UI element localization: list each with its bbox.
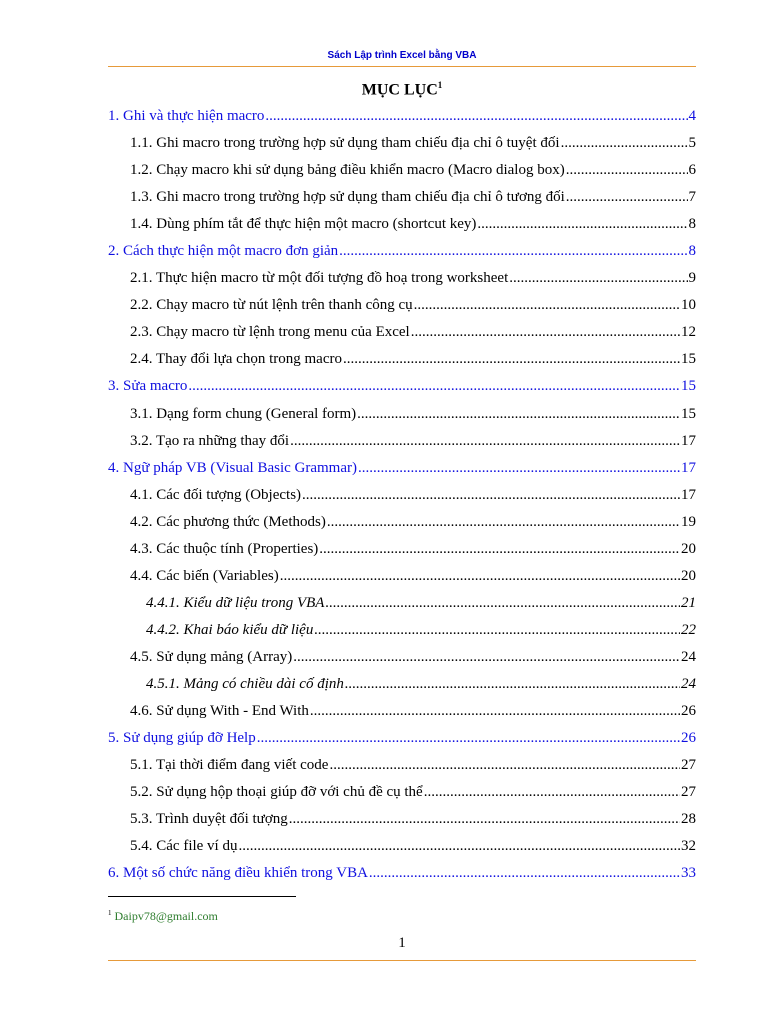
toc-list <box>108 103 696 887</box>
toc-entry-page: 27 <box>681 757 696 774</box>
footnote-rule <box>108 896 296 897</box>
toc-dot-leader <box>509 265 687 292</box>
toc-entry[interactable] <box>108 211 696 238</box>
toc-dot-leader <box>561 130 688 157</box>
footnote-mark: 1 <box>108 909 112 917</box>
toc-entry-page: 17 <box>681 486 696 503</box>
toc-entry[interactable] <box>108 428 696 455</box>
toc-dot-leader <box>566 157 688 184</box>
toc-dot-leader <box>477 211 687 238</box>
toc-dot-leader <box>424 779 680 806</box>
toc-dot-leader <box>280 563 680 590</box>
toc-entry-label: 5.4. Các file ví dụ <box>130 838 238 855</box>
footnote-email-link[interactable]: Daipv78@gmail.com <box>114 909 218 923</box>
toc-entry[interactable] <box>108 860 696 887</box>
toc-dot-leader <box>289 806 680 833</box>
toc-entry-page: 17 <box>681 432 696 449</box>
toc-entry-page: 4 <box>688 108 696 124</box>
toc-entry-label: 3.2. Tạo ra những thay đổi <box>130 432 290 449</box>
toc-dot-leader <box>329 752 680 779</box>
toc-entry-page: 8 <box>688 243 696 260</box>
toc-entry-label: 5. Sử dụng giúp đỡ Help <box>108 730 256 747</box>
toc-entry[interactable] <box>108 346 696 373</box>
toc-entry[interactable] <box>108 238 696 265</box>
toc-entry-label: 2. Cách thực hiện một macro đơn giản <box>108 243 339 260</box>
toc-entry[interactable] <box>108 509 696 536</box>
toc-entry-label: 1.1. Ghi macro trong trường hợp sử dụng tham chiếu địa chỉ ô tuyệt đối <box>130 135 560 152</box>
toc-entry[interactable] <box>108 806 696 833</box>
toc-entry-page: 15 <box>681 405 696 422</box>
toc-entry-label: 1.2. Chạy macro khi sử dụng bảng điều khiển macro (Macro dialog box) <box>130 162 565 179</box>
toc-entry-label: 4.5.1. Mảng có chiều dài cố định <box>146 675 344 692</box>
toc-entry[interactable] <box>108 671 696 698</box>
toc-dot-leader <box>566 184 688 211</box>
toc-entry-page: 21 <box>681 594 696 611</box>
toc-entry[interactable] <box>108 698 696 725</box>
toc-entry-label: 2.3. Chạy macro từ lệnh trong menu của Excel <box>130 324 410 341</box>
toc-entry-page: 8 <box>688 216 696 233</box>
toc-entry[interactable] <box>108 103 696 130</box>
toc-entry-page: 15 <box>681 378 696 395</box>
toc-entry-page: 15 <box>681 351 696 368</box>
toc-entry-label: 1.3. Ghi macro trong trường hợp sử dụng tham chiếu địa chỉ ô tương đối <box>130 189 565 206</box>
toc-entry-page: 26 <box>681 730 696 747</box>
toc-entry-label: 4.5. Sử dụng mảng (Array) <box>130 648 293 665</box>
toc-entry[interactable] <box>108 617 696 644</box>
toc-dot-leader <box>257 725 680 752</box>
toc-dot-leader <box>302 482 680 509</box>
toc-entry-label: 2.2. Chạy macro từ nút lệnh trên thanh công cụ <box>130 297 413 314</box>
toc-entry-label: 5.2. Sử dụng hộp thoại giúp đỡ với chủ đề cụ thể <box>130 784 423 801</box>
toc-entry-page: 6 <box>688 162 696 179</box>
page-number: 1 <box>398 935 406 951</box>
toc-dot-leader <box>314 617 680 644</box>
toc-entry-page: 10 <box>681 297 696 314</box>
toc-entry-label: 4. Ngữ pháp VB (Visual Basic Grammar) <box>108 459 357 476</box>
toc-entry-label: 4.3. Các thuộc tính (Properties) <box>130 540 319 557</box>
toc-title <box>108 80 696 99</box>
toc-entry-page: 9 <box>688 270 696 287</box>
toc-entry-page: 17 <box>681 459 696 476</box>
toc-entry-page: 22 <box>681 621 696 638</box>
toc-entry-label: 4.2. Các phương thức (Methods) <box>130 513 326 530</box>
toc-entry[interactable] <box>108 536 696 563</box>
toc-dot-leader <box>319 536 680 563</box>
toc-entry[interactable] <box>108 833 696 860</box>
toc-entry[interactable] <box>108 184 696 211</box>
toc-entry-label: 4.4.2. Khai báo kiểu dữ liệu <box>146 621 314 638</box>
toc-entry-page: 32 <box>681 838 696 855</box>
toc-entry[interactable] <box>108 590 696 617</box>
toc-entry[interactable] <box>108 401 696 428</box>
toc-entry-page: 27 <box>681 784 696 801</box>
toc-entry-label: 2.1. Thực hiện macro từ một đối tượng đồ hoạ trong worksheet <box>130 270 509 287</box>
toc-entry[interactable] <box>108 482 696 509</box>
toc-entry[interactable] <box>108 779 696 806</box>
header-rule <box>108 66 696 67</box>
toc-dot-leader <box>358 455 680 482</box>
toc-entry-label: 4.4. Các biến (Variables) <box>130 567 279 584</box>
toc-dot-leader <box>343 346 680 373</box>
toc-dot-leader <box>414 292 680 319</box>
toc-dot-leader <box>293 644 680 671</box>
footer-rule <box>108 960 696 961</box>
toc-entry[interactable] <box>108 373 696 400</box>
toc-dot-leader <box>325 590 680 617</box>
toc-dot-leader <box>265 103 687 130</box>
toc-dot-leader <box>357 401 680 428</box>
toc-entry[interactable] <box>108 265 696 292</box>
toc-entry[interactable] <box>108 130 696 157</box>
toc-entry[interactable] <box>108 157 696 184</box>
toc-entry-label: 3. Sửa macro <box>108 378 188 395</box>
toc-entry-label: 1.4. Dùng phím tắt để thực hiện một macro (shortcut key) <box>130 216 477 233</box>
toc-dot-leader <box>238 833 680 860</box>
toc-dot-leader <box>290 428 680 455</box>
toc-entry-page: 24 <box>681 675 696 692</box>
toc-entry-page: 12 <box>681 324 696 341</box>
toc-dot-leader <box>327 509 680 536</box>
footnote <box>108 909 218 924</box>
toc-entry-label: 2.4. Thay đổi lựa chọn trong macro <box>130 351 342 368</box>
toc-entry-label: 4.1. Các đối tượng (Objects) <box>130 486 302 503</box>
toc-entry-page: 24 <box>681 648 696 665</box>
toc-dot-leader <box>188 373 680 400</box>
toc-entry[interactable] <box>108 455 696 482</box>
running-header: Sách Lập trình Excel bằng VBA <box>327 50 477 61</box>
toc-entry-page: 19 <box>681 513 696 530</box>
toc-entry-label: 6. Một số chức năng điều khiển trong VBA <box>108 865 368 882</box>
toc-entry[interactable] <box>108 563 696 590</box>
toc-entry-page: 33 <box>681 865 696 882</box>
toc-entry-page: 26 <box>681 703 696 720</box>
toc-entry-label: 3.1. Dạng form chung (General form) <box>130 405 357 422</box>
toc-entry-label: 5.1. Tại thời điểm đang viết code <box>130 757 329 774</box>
toc-entry-label: 4.6. Sử dụng With - End With <box>130 703 309 720</box>
toc-entry-page: 7 <box>688 189 696 206</box>
toc-entry-page: 20 <box>681 567 696 584</box>
toc-entry[interactable] <box>108 319 696 346</box>
toc-entry-page: 5 <box>688 135 696 152</box>
toc-entry-page: 20 <box>681 540 696 557</box>
toc-dot-leader <box>411 319 680 346</box>
toc-title-text: MỤC LỤC <box>361 81 438 99</box>
toc-entry-page: 28 <box>681 811 696 828</box>
toc-entry[interactable] <box>108 292 696 319</box>
toc-dot-leader <box>339 238 687 265</box>
toc-dot-leader <box>345 671 680 698</box>
toc-entry[interactable] <box>108 644 696 671</box>
toc-entry-label: 4.4.1. Kiểu dữ liệu trong VBA <box>146 594 325 611</box>
toc-title-footnote-mark: 1 <box>437 80 443 90</box>
toc-entry[interactable] <box>108 752 696 779</box>
toc-dot-leader <box>310 698 680 725</box>
toc-entry-label: 1. Ghi và thực hiện macro <box>108 108 265 124</box>
toc-dot-leader <box>369 860 680 887</box>
toc-entry[interactable] <box>108 725 696 752</box>
toc-entry-label: 5.3. Trình duyệt đối tượng <box>130 811 288 828</box>
